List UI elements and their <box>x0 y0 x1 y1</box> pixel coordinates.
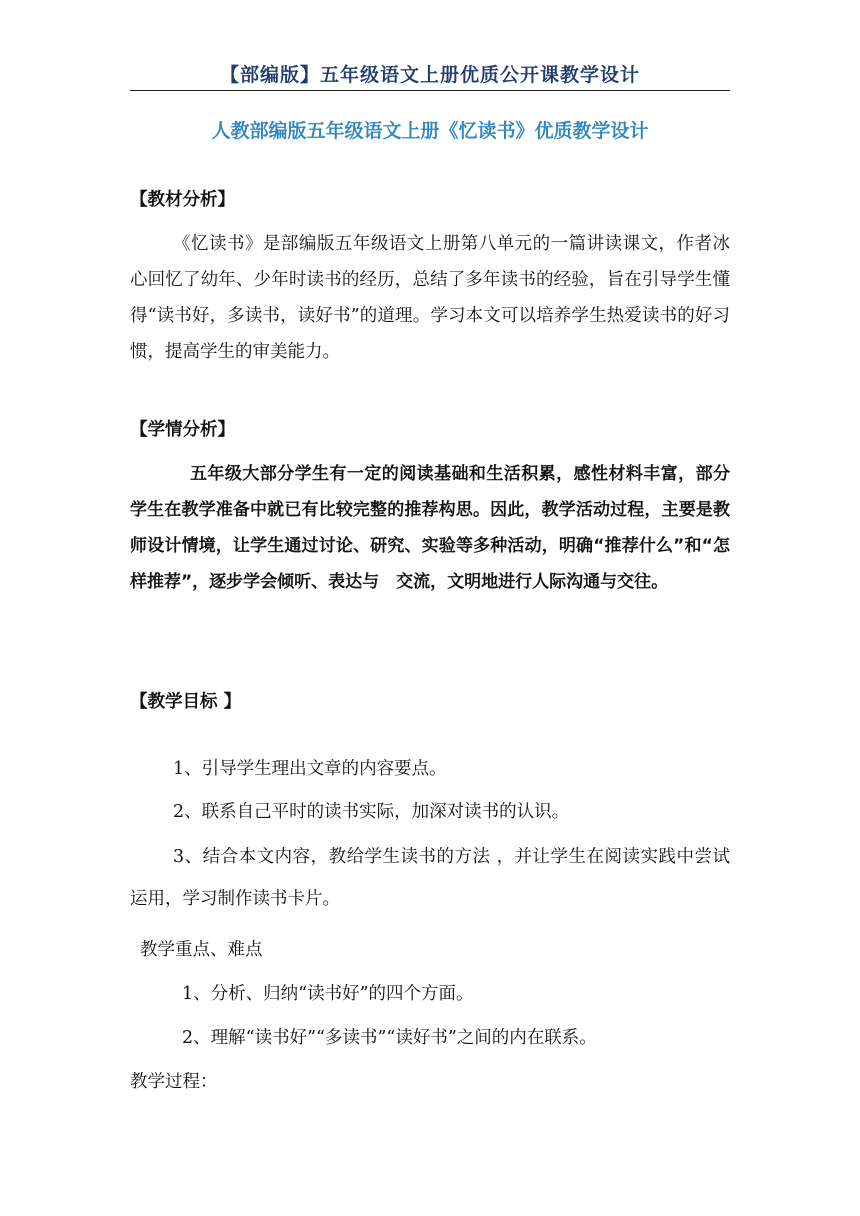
learner-analysis-paragraph: 五年级大部分学生有一定的阅读基础和生活积累，感性材料丰富，部分学生在教学准备中就已有比较完整的推荐构思。因此，教学活动过程，主要是教师设计情境，让学生通过讨论、研究、实验等多种活动，明确“推荐什么”和“怎样推荐”，逐步学会倾听、表达与 交流，文明地进行人际沟通与交往。 <box>130 464 730 592</box>
key-points-heading: 教学重点、难点 <box>140 940 263 960</box>
material-analysis-paragraph: 《忆读书》是部编版五年级语文上册第八单元的一篇讲读课文，作者冰心回忆了幼年、少年时读书的经历，总结了多年读书的经验，旨在引导学生懂得“读书好，多读书，读好书”的道理。学习本文可以培养学生热爱读书的好习惯，提高学生的审美能力。 <box>130 234 730 362</box>
process-heading: 教学过程： <box>130 1072 218 1092</box>
section-heading-learner: 【学情分析】 <box>130 420 235 440</box>
key-point-item-1: 1、分析、归纳“读书好”的四个方面。 <box>182 984 474 1004</box>
section-heading-material: 【教材分析】 <box>130 190 235 210</box>
goal-item-2: 2、联系自己平时的读书实际，加深对读书的认识。 <box>173 802 570 822</box>
document-title: 人教部编版五年级语文上册《忆读书》优质教学设计 <box>211 120 649 142</box>
section-heading-goals: 【教学目标 】 <box>130 692 242 712</box>
goal-item-1: 1、引导学生理出文章的内容要点。 <box>173 759 447 779</box>
key-point-item-2: 2、理解“读书好”“多读书”“读好书”之间的内在联系。 <box>182 1028 597 1048</box>
header-divider <box>130 90 730 91</box>
goal-item-3: 3、结合本文内容，教给学生读书的方法 ，并让学生在阅读实践中尝试运用，学习制作读书卡片。 <box>130 847 730 909</box>
page-header: 【部编版】五年级语文上册优质公开课教学设计 <box>219 64 640 86</box>
